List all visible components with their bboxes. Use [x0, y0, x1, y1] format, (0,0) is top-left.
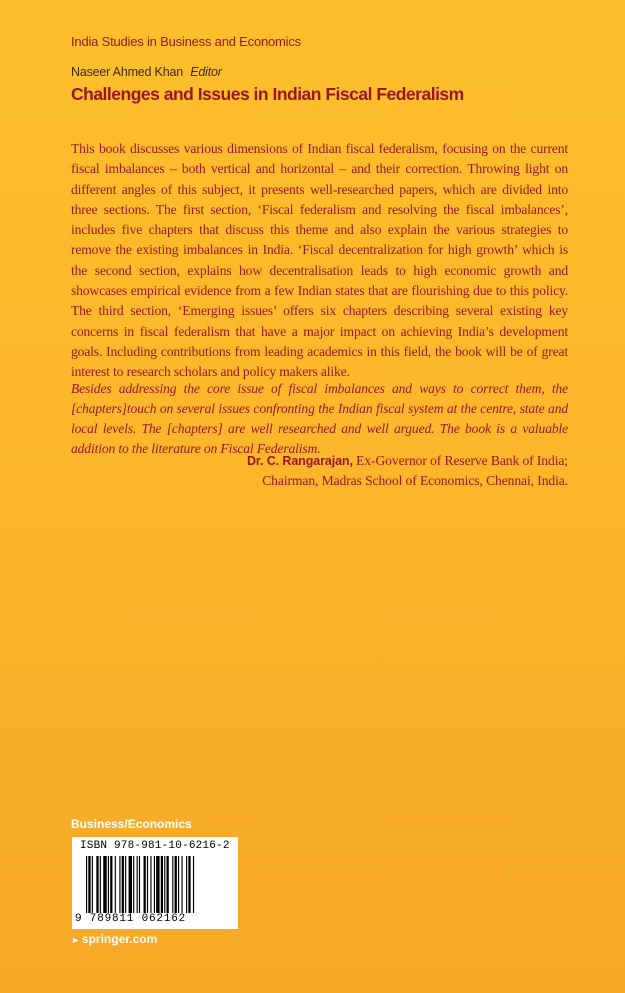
barcode-bars [86, 856, 230, 913]
reviewer-title: Ex-Governor of Reserve Bank of India; [352, 453, 568, 468]
barcode-panel [72, 837, 238, 929]
attribution-line-1 [247, 451, 568, 471]
ean-digits: 9 789811 062162 [75, 913, 187, 925]
series-title: India Studies in Business and Economics [71, 34, 301, 49]
book-title: Challenges and Issues in Indian Fiscal Federalism [71, 84, 464, 104]
reviewer-affiliation: Chairman, Madras School of Economics, Chennai, India. [262, 473, 568, 488]
publisher-url: springer.com [81, 932, 158, 946]
editor-line [71, 65, 222, 79]
book-description: This book discusses various dimensions of Indian fiscal federalism, focusing on the current fiscal imbalances – both vertical and horizontal – and their correction. Throwing light on different angles of this subject, it presents well-researched papers, which are divided into three sections. The first section, ‘Fiscal federalism and resolving the fiscal imbalances’, includes five chapters that discuss this theme and also explain the various strategies to remove the existing imbalances in India. ‘Fiscal decentralization for high growth’ which is the second section, explains how decentralisation leads to high economic growth and showcases empirical evidence from a few Indian states that are flourishing due to this policy. The third section, ‘Emerging issues’ offers six chapters describing several existing key concerns in fiscal federalism that have a major impact on achieving India’s development goals. Including contributions from leading academics in this field, the book will be of great interest to research scholars and policy makers alike. [71, 141, 568, 380]
subject-category: Business/Economics [71, 817, 192, 831]
review-attribution [247, 451, 568, 490]
isbn-text: ISBN 978-981-10-6216-2 [80, 840, 230, 852]
editor-name: Naseer Ahmed Khan [71, 65, 183, 79]
arrow-right-icon: ► [71, 935, 80, 945]
editor-role: Editor [190, 65, 222, 79]
reviewer-name: Dr. C. Rangarajan, [246, 454, 353, 468]
review-quote: Besides addressing the core issue of fiscal imbalances and ways to correct them, the [chapters]touch on several issues confronting the Indian fiscal system at the centre, state and local levels. The [chapters] are well researched and well argued. The book is a valuable addition to the literature on Fiscal Federalism. [71, 381, 568, 456]
publisher-link[interactable] [71, 932, 157, 946]
